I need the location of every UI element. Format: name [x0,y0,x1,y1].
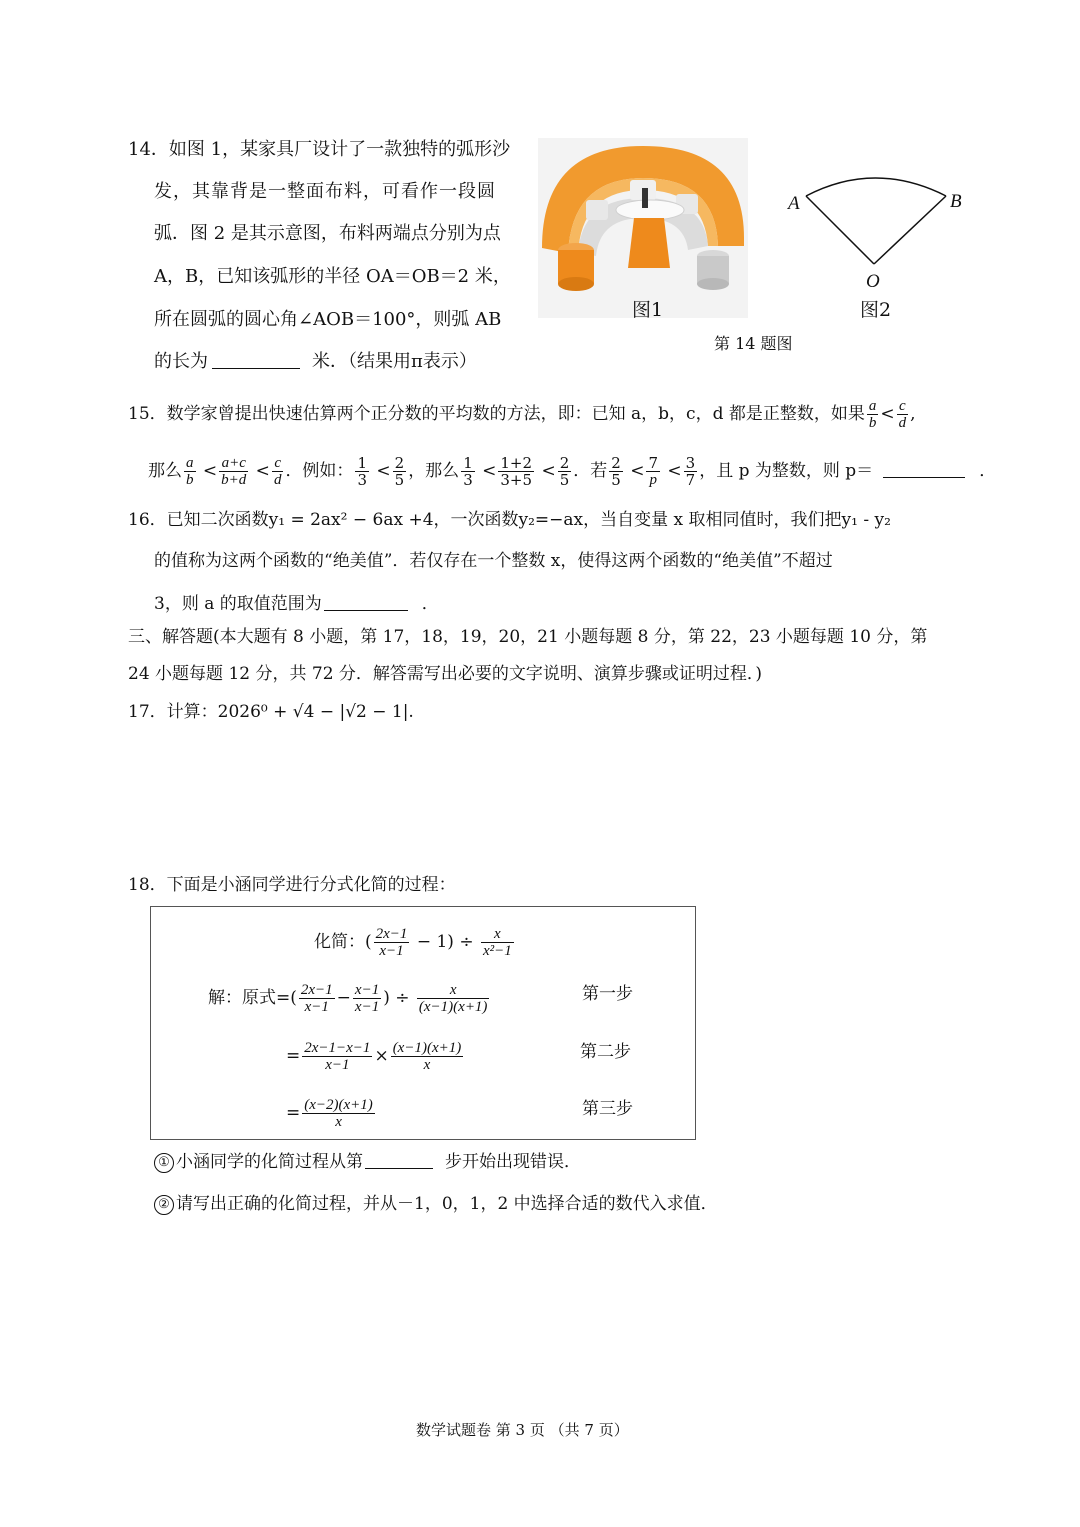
figure-2-label: 图2 [860,299,892,321]
q14-line-6 [154,350,477,374]
q18-frac-x-over-x2-1: $\frac{x}{\text{x²−1}}$ [482,926,512,959]
q16-line-3-pre: 3，则 a 的取值范围为 [154,594,322,614]
q18-sub-1-pre: 小涵同学的化简过程从第 [176,1152,363,1172]
figure-caption: 第 14 题图 [714,334,793,353]
q18-step-2-row: = $\frac{2x-1-x-1}{x-1}$ × $\frac{(x-1)(x+1)}{x}$ [286,1040,462,1073]
point-b-label: B [950,191,962,212]
q18-step-3-label: 第三步 [582,1099,633,1119]
q15-so: ，那么 [408,461,460,481]
q14-line-5: 所在圆弧的圆心角∠AOB＝100°，则弧 AB [154,309,502,330]
frac-12-35: $\frac{1+2}{3+5}$ [500,454,533,489]
q14-last-pre: 的长为 [154,351,208,372]
q18-step-1-label: 第一步 [582,984,633,1004]
arc-diagram [770,168,970,318]
q18-s1-frac-c: $\frac{x}{(x-1)(x+1)}$ [418,982,488,1015]
q15-answer-blank [883,459,965,478]
q14-line-4: A，B，已知该弧形的半径 OA＝OB＝2 米， [154,266,511,287]
q14-line-3: 弧．图 2 是其示意图，布料两端点分别为点 [154,223,501,244]
section-3-line-1: 三、解答题(本大题有 8 小题，第 17，18，19，20，21 小题每题 8 分，第 22，23 小题每题 10 分，第 [128,627,928,647]
frac-c-over-d: $\frac{c}{d}$ [898,398,907,431]
q18-simplify-row: 化简：( $\frac{2x-1}{x-1}$ − 1) ÷ $\frac{x}{\text{x²−1}}$ [314,926,512,959]
q16-answer-blank [324,592,408,611]
q15-line-1: 15．数学家曾提出快速估算两个正分数的平均数的方法，即：已知 a，b，c，d 都是正整数，如果 $\frac{a}{b}$ < $\frac{c}{d}$ , [128,398,916,431]
q14-answer-blank [212,350,300,369]
q15-end: ． [979,461,997,481]
frac-2-5: $\frac{2}{5}$ [394,454,405,489]
q18-step-3-row: = $\frac{(x-2)(x+1)}{x}$ [286,1097,373,1130]
q15-if: ．若 [573,461,608,481]
page-footer: 数学试题卷 第 3 页 （共 7 页） [416,1421,629,1439]
q18-frac-2x-1-over-x-1: $\frac{2x-1}{x-1}$ [375,926,408,959]
q18-sub-question-2 [154,1192,718,1216]
circled-number-2: ② [154,1195,174,1215]
q18-step-2-label: 第二步 [580,1042,631,1062]
point-o-label: O [866,271,880,292]
q14-last-post: 米．（结果用π表示） [312,351,477,372]
frac-2-5b: $\frac{2}{5}$ [559,454,570,489]
q15-tail: ，且 p 为整数，则 p＝ [699,461,874,481]
q17-text: 17．计算：2026⁰ + √4 − |√2 − 1|. [128,702,414,722]
q18-sub-1-post: 步开始出现错误． [445,1152,581,1172]
section-3-line-2: 24 小题每题 12 分，共 72 分．解答需写出必要的文字说明、演算步骤或证明过程．) [128,664,763,684]
q15-then: 那么 [148,461,182,481]
q15-line-1-text: 15．数学家曾提出快速估算两个正分数的平均数的方法，即：已知 a，b，c，d 都是正整数，如果 [128,404,865,424]
q18-s2-frac-a: $\frac{2x-1-x-1}{x-1}$ [304,1040,371,1073]
figure-1-label: 图1 [632,299,664,321]
q18-step-1-row: 解：原式=( $\frac{2x-1}{x-1}$ − $\frac{x-1}{x-1}$ ) ÷ $\frac{x}{(x-1)(x+1)}$ [208,982,488,1015]
frac-ac-bd: $\frac{a+c}{b+d}$ [221,455,247,488]
frac-a-over-b: $\frac{a}{b}$ [868,398,877,431]
q14-line-1: 14．如图 1，某家具厂设计了一款独特的弧形沙 [128,139,511,160]
q18-s3-frac: $\frac{(x-2)(x+1)}{x}$ [304,1097,373,1130]
frac-1-3: $\frac{1}{3}$ [357,454,367,489]
q18-s1-frac-b: $\frac{x-1}{x-1}$ [354,982,380,1015]
point-a-label: A [788,193,800,214]
q15-line-2: 那么 $\frac{a}{b}$ < $\frac{a+c}{b+d}$ < $\frac{c}{d}$ ．例如： $\frac{1}{3}$ < $\frac{2}{5}$ ，那么 $\frac{1}{3}$ < $\frac{1+2}{3+5}$ < $\frac{2}{5}$ ．若 $\frac{2}{5}$ < $\frac{7}{p}$ < $\frac{3}{7}$ ，且 p 为整数，则 p＝ ． [148,454,997,489]
q15-example: ．例如： [285,461,354,481]
frac-2-5c: $\frac{2}{5}$ [611,454,621,489]
q18-answer-blank [365,1150,433,1169]
frac-1-3b: $\frac{1}{3}$ [463,454,473,489]
q14-line-2: 发，其靠背是一整面布料，可看作一段圆 [154,181,496,202]
frac-a-b: $\frac{a}{b}$ [186,455,194,488]
frac-7-p: $\frac{7}{p}$ [648,454,658,488]
q18-simplify-label: 化简： [314,932,365,952]
q16-line-3-post: ． [421,594,439,614]
circled-number-1: ① [154,1153,174,1173]
q16-line-3 [154,592,439,616]
q18-intro: 18．下面是小涵同学进行分式化简的过程： [128,875,456,895]
figure-2-arc-diagram [770,168,970,318]
q18-solution-label: 解：原式= [208,988,291,1008]
q18-s2-frac-b: $\frac{(x-1)(x+1)}{x}$ [392,1040,462,1073]
q18-s1-frac-a: $\frac{2x-1}{x-1}$ [300,982,333,1015]
q16-line-1: 16．已知二次函数y₁ = 2ax² − 6ax +4，一次函数y₂=−ax，当自变量 x 取相同值时，我们把y₁ - y₂ [128,510,891,530]
q16-line-2: 的值称为这两个函数的“绝美值”．若仅存在一个整数 x，使得这两个函数的“绝美值”不超过 [154,551,833,571]
figure-1-sofa [538,138,748,318]
q18-sub-question-1 [154,1150,581,1174]
frac-c-d: $\frac{c}{d}$ [273,455,282,488]
sofa-illustration [538,138,748,318]
frac-3-7: $\frac{3}{7}$ [685,454,696,489]
q18-sub-2-text: 请写出正确的化简过程，并从－1，0，1，2 中选择合适的数代入求值． [176,1194,718,1214]
